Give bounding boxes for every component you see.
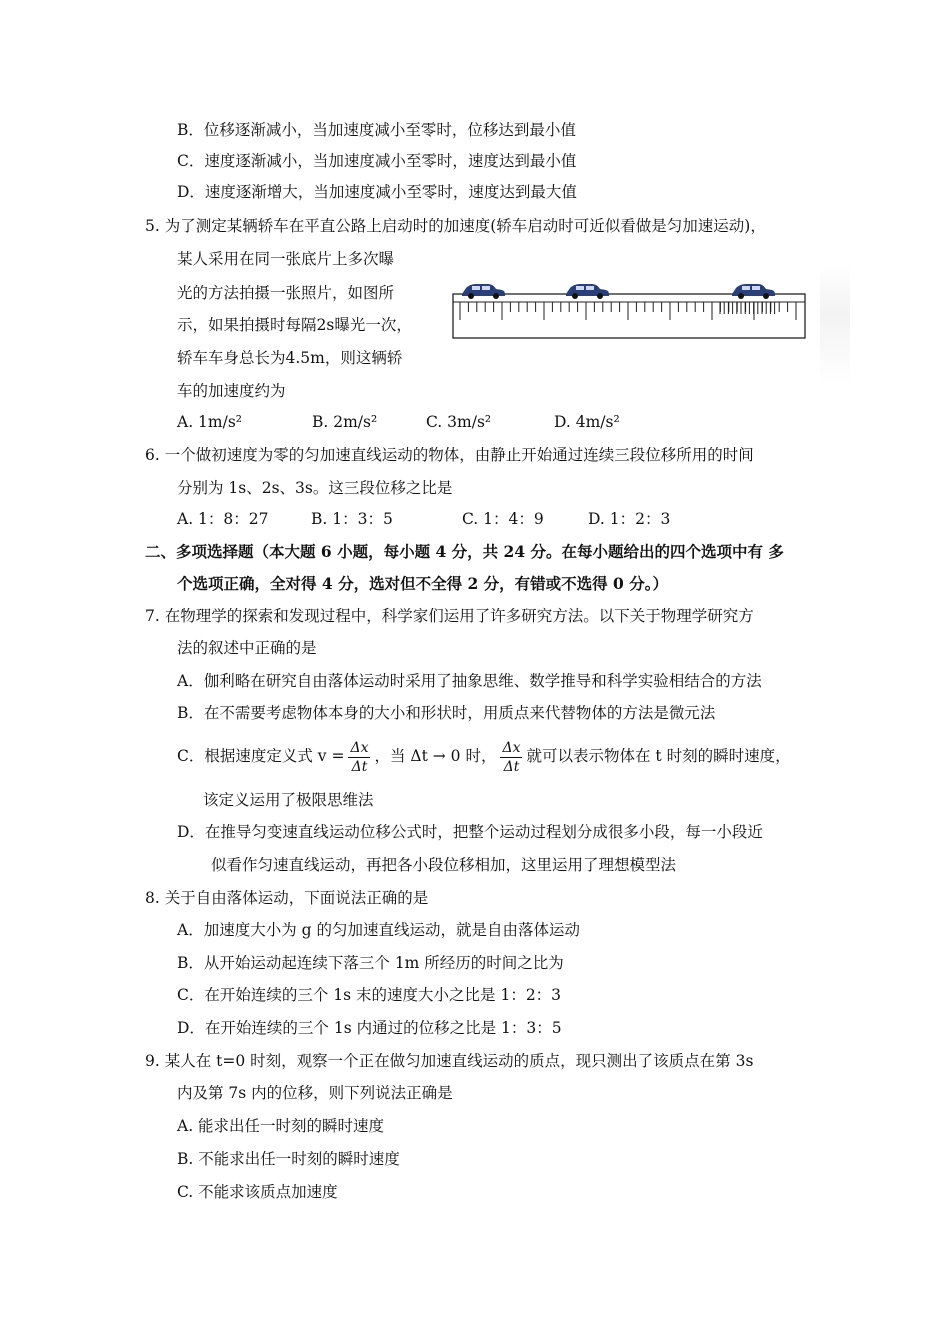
scan-edge-mark xyxy=(820,265,850,385)
q5-option-b: B. 2m/s² xyxy=(312,413,378,431)
q5-options xyxy=(177,412,620,432)
option-b: B．位移逐渐减小，当加速度减小至零时，位移达到最小值 xyxy=(177,121,576,139)
question-5-line: 光的方法拍摄一张照片，如图所 xyxy=(177,284,395,302)
car-icon xyxy=(732,284,775,299)
q7-option-c xyxy=(177,738,791,775)
q7-option-d-cont: 似看作匀速直线运动，再把各小段位移相加，这里运用了理想模型法 xyxy=(211,856,677,874)
question-7-line: 法的叙述中正确的是 xyxy=(177,639,317,657)
fraction-denominator: Δt xyxy=(351,758,368,775)
q5-option-d: D. 4m/s² xyxy=(554,413,620,431)
question-5: 5. 为了测定某辆轿车在平直公路上启动时的加速度(轿车启动时可近似看做是匀加速运动)， xyxy=(145,217,766,235)
q7-option-c-cont: 该定义运用了极限思维法 xyxy=(203,791,374,809)
q7-option-b: B．在不需要考虑物体本身的大小和形状时，用质点来代替物体的方法是微元法 xyxy=(177,704,716,722)
question-5-line: 车的加速度约为 xyxy=(177,382,286,400)
fraction xyxy=(348,740,370,775)
section-2-heading-line: 个选项正确，全对得 4 分，选对但不全得 2 分，有错或不选得 0 分。） xyxy=(177,574,668,593)
option-c: C．速度逐渐减小，当加速度减小至零时，速度达到最小值 xyxy=(177,152,577,170)
q9-option-a: A. 能求出任一时刻的瞬时速度 xyxy=(177,1117,385,1135)
question-8: 8. 关于自由落体运动，下面说法正确的是 xyxy=(145,889,429,907)
q6-option-b: B. 1：3：5 xyxy=(311,510,393,528)
q6-option-d: D. 1：2：3 xyxy=(588,510,671,528)
ruler-frame xyxy=(453,294,805,338)
q6-option-a: A. 1：8：27 xyxy=(177,510,269,528)
car-ruler-figure xyxy=(452,270,806,340)
car-icon xyxy=(566,284,609,299)
ruler-ticks xyxy=(460,302,796,320)
q7-c-text: 就可以表示物体在 t 时刻的瞬时速度， xyxy=(526,747,791,765)
question-6: 6. 一个做初速度为零的匀加速直线运动的物体，由静止开始通过连续三段位移所用的时间 xyxy=(145,446,754,464)
option-d: D．速度逐渐增大，当加速度减小至零时，速度达到最大值 xyxy=(177,183,577,201)
q8-option-d: D．在开始连续的三个 1s 内通过的位移之比是 1：3：5 xyxy=(177,1019,562,1037)
q9-option-c: C. 不能求该质点加速度 xyxy=(177,1183,338,1201)
question-9: 9. 某人在 t=0 时刻，观察一个正在做匀加速直线运动的质点，现只测出了该质点在第 3s xyxy=(145,1052,754,1070)
question-5-line: 某人采用在同一张底片上多次曝 xyxy=(177,250,395,268)
question-9-line: 内及第 7s 内的位移，则下列说法正确是 xyxy=(177,1084,453,1102)
fraction-numerator: Δx xyxy=(502,739,521,756)
question-5-line: 示，如果拍摄时每隔2s曝光一次， xyxy=(177,316,412,334)
q8-option-a: A．加速度大小为 g 的匀加速直线运动，就是自由落体运动 xyxy=(177,921,580,939)
q6-option-c: C. 1：4：9 xyxy=(462,510,544,528)
q9-option-b: B. 不能求出任一时刻的瞬时速度 xyxy=(177,1150,400,1168)
fraction-numerator: Δx xyxy=(350,739,369,756)
q8-option-b: B．从开始运动起连续下落三个 1m 所经历的时间之比为 xyxy=(177,954,564,972)
q7-option-a: A．伽利略在研究自由落体运动时采用了抽象思维、数学推导和科学实验相结合的方法 xyxy=(177,672,762,690)
q6-options xyxy=(177,509,670,529)
section-2-heading: 二、多项选择题（本大题 6 小题，每小题 4 分，共 24 分。在每小题给出的四个选项中有 多 xyxy=(145,542,784,561)
q7-c-text: ，当 Δt → 0 时， xyxy=(374,747,497,765)
q8-option-c: C．在开始连续的三个 1s 末的速度大小之比是 1：2：3 xyxy=(177,986,562,1004)
q7-c-text: C．根据速度定义式 v = xyxy=(177,747,345,765)
question-7: 7. 在物理学的探索和发现过程中，科学家们运用了许多研究方法。以下关于物理学研究方 xyxy=(145,607,754,625)
question-6-line: 分别为 1s、2s、3s。这三段位移之比是 xyxy=(177,479,453,497)
car-icon xyxy=(462,284,505,299)
fraction xyxy=(500,740,522,775)
q5-option-a: A. 1m/s² xyxy=(177,413,242,431)
question-5-line: 轿车车身总长为4.5m，则这辆轿 xyxy=(177,349,403,367)
fraction-denominator: Δt xyxy=(503,758,520,775)
q5-option-c: C. 3m/s² xyxy=(426,413,492,431)
q7-option-d: D．在推导匀变速直线运动位移公式时，把整个运动过程划分成很多小段，每一小段近 xyxy=(177,823,763,841)
